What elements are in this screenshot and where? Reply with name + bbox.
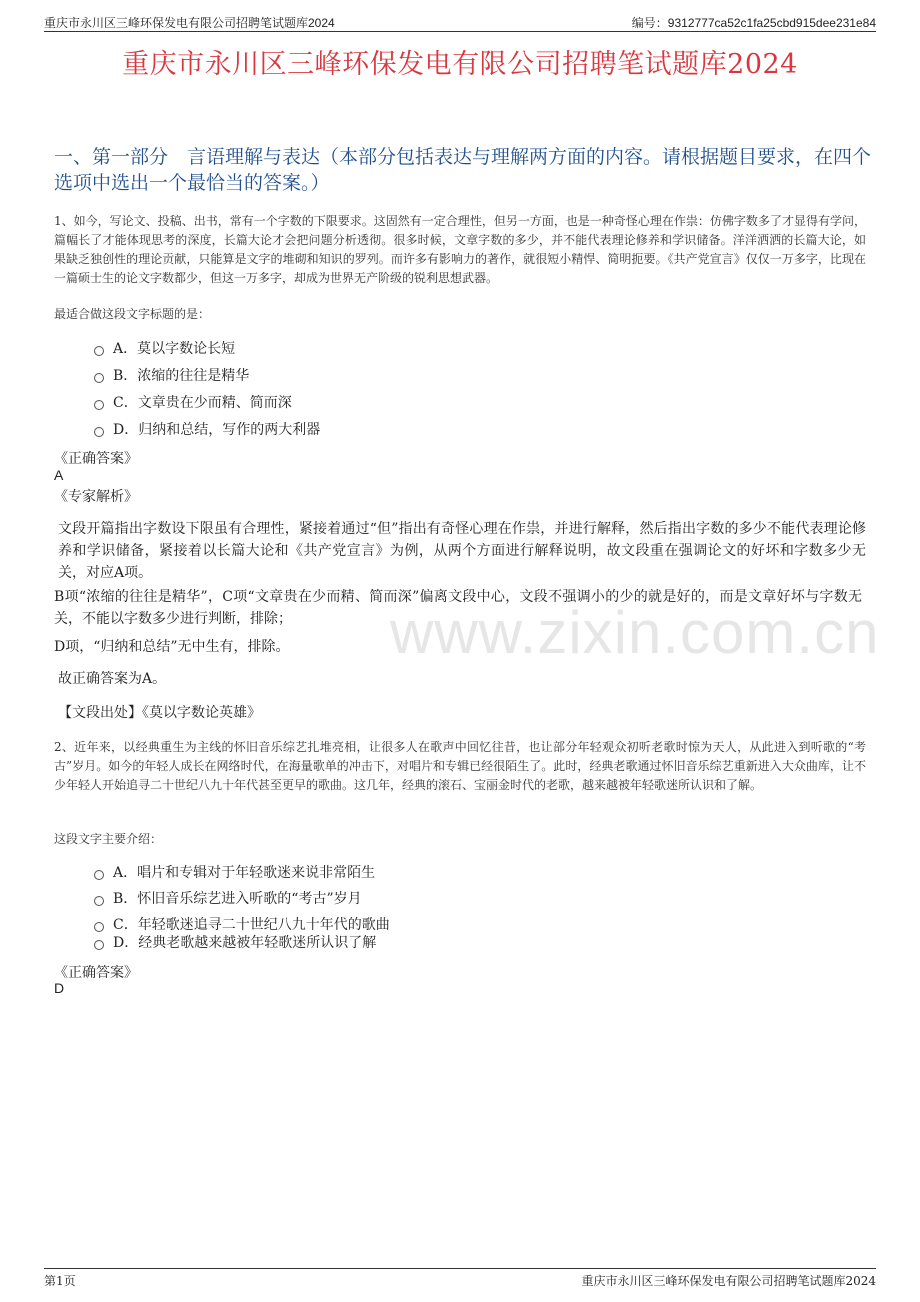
option-label: C．文章贵在少而精、简而深 — [113, 395, 292, 411]
option-label: D．经典老歌越来越被年轻歌迷所认识了解 — [113, 935, 377, 951]
header-divider — [44, 31, 876, 32]
radio-icon[interactable] — [94, 346, 104, 356]
question-1-analysis-para-3: D项，“归纳和总结”无中生有，排除。 — [54, 639, 290, 655]
question-1-analysis-para-2: B项“浓缩的往往是精华”，C项“文章贵在少而精、简而深”偏离文段中心，文段不强调小的少的就是好的，而是文章好坏与字数无关，不能以字数多少进行判断，排除； — [54, 589, 862, 627]
header-doc-id: 编号：9312777ca52c1fa25cbd915dee231e84 — [631, 16, 876, 30]
radio-icon[interactable] — [94, 922, 104, 932]
option-label: C．年轻歌迷追寻二十世纪八九十年代的歌曲 — [113, 917, 390, 933]
option-label: A．莫以字数论长短 — [113, 341, 236, 357]
question-1-option-c[interactable] — [94, 392, 292, 412]
question-1-option-b[interactable] — [94, 365, 249, 385]
page-title: 重庆市永川区三峰环保发电有限公司招聘笔试题库2024 — [122, 49, 798, 80]
option-label: D．归纳和总结，写作的两大利器 — [113, 422, 321, 438]
footer-doc-title: 重庆市永川区三峰环保发电有限公司招聘笔试题库2024 — [581, 1274, 876, 1288]
question-1-analysis-para-4: 故正确答案为A。 — [58, 671, 167, 687]
question-2-prompt: 这段文字主要介绍： — [54, 832, 163, 846]
radio-icon[interactable] — [94, 427, 104, 437]
question-2-option-c[interactable] — [94, 914, 390, 934]
radio-icon[interactable] — [94, 896, 104, 906]
radio-icon[interactable] — [94, 400, 104, 410]
watermark: www.zixin.com.cn — [390, 599, 880, 666]
option-label: B．怀旧音乐综艺进入听歌的“考古”岁月 — [113, 891, 362, 907]
question-1-source: 【文段出处】《莫以字数论英雄》 — [58, 705, 261, 721]
header-doc-title: 重庆市永川区三峰环保发电有限公司招聘笔试题库2024 — [44, 16, 335, 30]
question-1-answer: A — [54, 467, 64, 483]
question-2-option-b[interactable] — [94, 888, 362, 908]
question-2-text: 2、近年来，以经典重生为主线的怀旧音乐综艺扎堆亮相，让很多人在歌声中回忆往昔，也让部分年轻观众初听老歌时惊为天人，从此进入到听歌的“考古”岁月。如今的年轻人成长在网络时代，在海量歌单的冲击下，对唱片和专辑已经很陌生了。此时，经典老歌通过怀旧音乐综艺重新进入大众曲库，让不少年轻人开始追寻二十世纪八九十年代甚至更早的歌曲。这几年，经典的滚石、宝丽金时代的老歌，越来越被年轻歌迷所认识和了解。 — [54, 740, 866, 792]
question-1-text: 1、如今，写论文、投稿、出书，常有一个字数的下限要求。这固然有一定合理性，但另一方面，也是一种奇怪心理在作祟：仿佛字数多了才显得有学问，篇幅长了才能体现思考的深度，长篇大论才会把问题分析透彻。很多时候，文章字数的多少，并不能代表理论修养和学识储备。洋洋洒洒的长篇大论，如果缺乏独创性的理论贡献，只能算是文字的堆砌和知识的罗列。而许多有影响力的著作，就很短小精悍、简明扼要。《共产党宣言》仅仅一万多字，比现在一篇硕士生的论文字数都少，但这一万多字，却成为世界无产阶级的锐利思想武器。 — [54, 214, 866, 285]
question-2-answer: D — [54, 980, 65, 996]
question-1-analysis-label: 《专家解析》 — [54, 489, 138, 505]
section-heading: 一、第一部分 言语理解与表达（本部分包括表达与理解两方面的内容。请根据题目要求，在四个选项中选出一个最恰当的答案。） — [54, 146, 872, 194]
radio-icon[interactable] — [94, 940, 104, 950]
radio-icon[interactable] — [94, 373, 104, 383]
footer-divider — [44, 1268, 876, 1269]
question-1-analysis-para-1: 文段开篇指出字数设下限虽有合理性，紧接着通过“但”指出有奇怪心理在作祟，并进行解释，然后指出字数的多少不能代表理论修养和学识储备，紧接着以长篇大论和《共产党宣言》为例，从两个方面进行解释说明，故文段重在强调论文的好坏和字数多少无关，对应A项。 — [58, 521, 866, 581]
footer-page-number: 第1页 — [44, 1274, 76, 1288]
question-2-answer-label: 《正确答案》 — [54, 965, 138, 981]
question-1-answer-label: 《正确答案》 — [54, 451, 138, 467]
question-1-option-a[interactable] — [94, 338, 235, 358]
question-1-prompt: 最适合做这段文字标题的是： — [54, 307, 211, 321]
question-1-option-d[interactable] — [94, 419, 320, 439]
option-label: B．浓缩的往往是精华 — [113, 368, 250, 384]
question-2-option-d[interactable] — [94, 932, 376, 952]
radio-icon[interactable] — [94, 870, 104, 880]
option-label: A．唱片和专辑对于年轻歌迷来说非常陌生 — [113, 865, 376, 881]
question-2-option-a[interactable] — [94, 862, 375, 882]
